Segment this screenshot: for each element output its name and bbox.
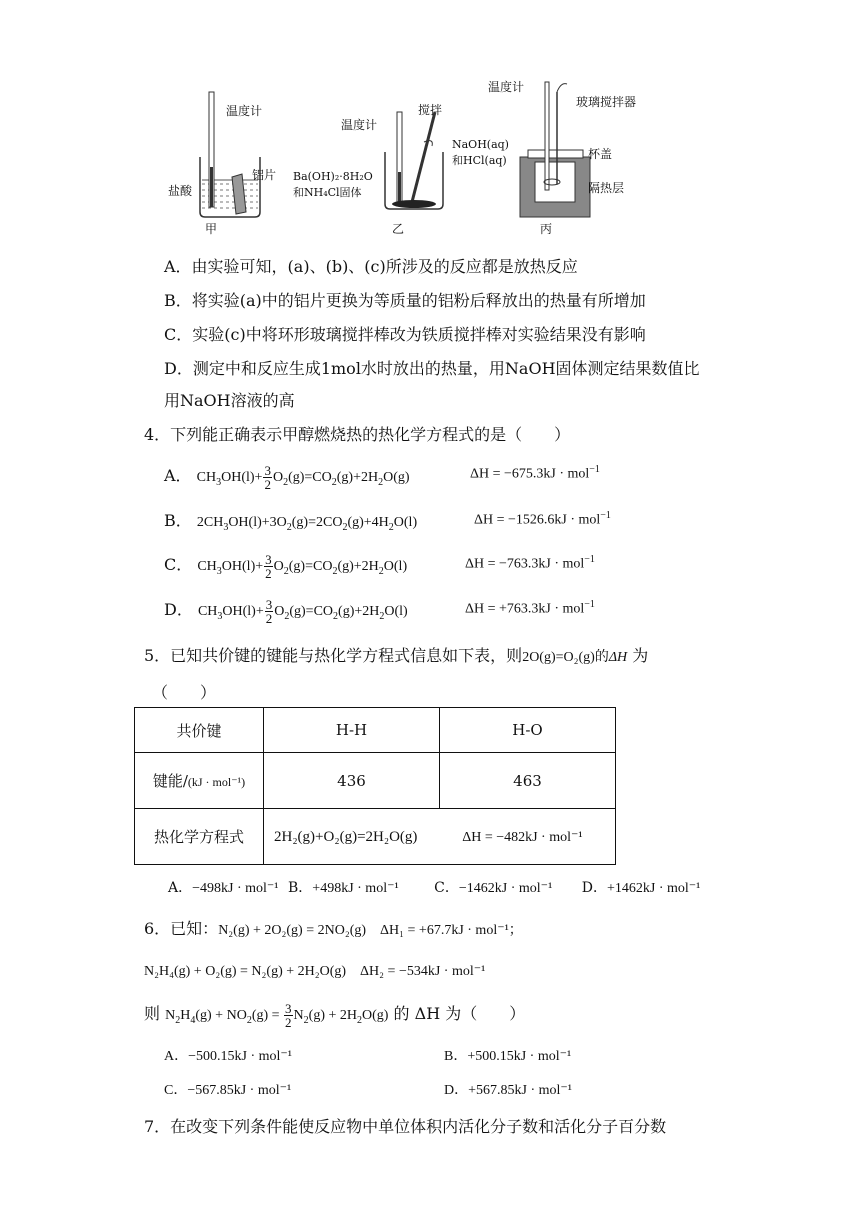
bing-hcl-label: 和HCl(aq) bbox=[452, 154, 507, 167]
bing-lid-label: 杯盖 bbox=[588, 147, 613, 161]
q6-option-a: A．−500.15kJ · mol⁻¹ bbox=[164, 1049, 292, 1064]
q4-option-b bbox=[164, 508, 417, 533]
q6-option-d: D．+567.85kJ · mol⁻¹ bbox=[444, 1083, 572, 1098]
q3-option-d-line2: 用NaOH溶液的高 bbox=[164, 391, 295, 410]
table-cell-hh-value: 436 bbox=[264, 753, 440, 809]
q4-c-dh: ΔH = −763.3kJ · mol$^{-1}$ bbox=[465, 554, 595, 572]
bing-insulation-label: 隔热层 bbox=[588, 181, 625, 195]
table-cell-ho-value: 463 bbox=[440, 753, 616, 809]
bing-naoh-label: NaOH(aq) bbox=[452, 138, 509, 151]
q4-a-equation: $CH_3OH(l)+$ $\frac{3}{2}$ $O_2(g)=CO_2(g)+2H_2O(g)$ bbox=[196, 463, 410, 493]
jia-al-label: 铝片 bbox=[252, 168, 277, 182]
table-header-ho: H-O bbox=[440, 708, 616, 753]
q6-equation-2: N₂H₄(g) + O₂(g) = N₂(g) + 2H₂O(g) ΔH₂ = −534kJ · mol⁻¹ bbox=[144, 964, 486, 979]
jia-thermometer-label: 温度计 bbox=[226, 104, 263, 118]
q6-stem-text: 6．已知： bbox=[144, 919, 219, 938]
q5-stem-text: 5．已知共价键的键能与热化学方程式信息如下表，则 bbox=[144, 646, 523, 665]
yi-solid-label-2: 和NH₄Cl固体 bbox=[293, 186, 362, 199]
q3-option-d-line1: D．测定中和反应生成1mol水时放出的热量，用NaOH固体测定结果数值比 bbox=[164, 359, 700, 378]
table-row-equation-label: 热化学方程式 bbox=[135, 809, 264, 865]
q6-option-b: B．+500.15kJ · mol⁻¹ bbox=[444, 1049, 572, 1064]
q4-b-dh: ΔH = −1526.6kJ · mol$^{-1}$ bbox=[474, 510, 611, 528]
bond-energy-table bbox=[134, 707, 616, 865]
q6-tail: 的 ΔH 为（ ） bbox=[393, 1004, 526, 1023]
q4-c-equation: $CH_3OH(l)+$ $\frac{3}{2}$ $O_2(g)=CO_2(g)+2H_2O(l)$ bbox=[197, 552, 408, 582]
q5-stem: 5．已知共价键的键能与热化学方程式信息如下表，则2O(g)=O₂(g)的ΔH 为 bbox=[144, 646, 649, 665]
q7-stem: 7．在改变下列条件能使反应物中单位体积内活化分子数和活化分子百分数 bbox=[144, 1117, 667, 1136]
q5-paren: （ ） bbox=[152, 683, 217, 702]
yi-caption: 乙 bbox=[392, 222, 405, 236]
q3-option-a: A．由实验可知，(a)、(b)、(c)所涉及的反应都是放热反应 bbox=[164, 257, 578, 276]
q4-c-label: C． bbox=[164, 555, 193, 574]
q3-option-c: C．实验(c)中将环形玻璃搅拌棒改为铁质搅拌棒对实验结果没有影响 bbox=[164, 325, 646, 344]
q6-then: 则 bbox=[144, 1004, 161, 1023]
q6-target bbox=[144, 1001, 525, 1029]
q4-option-a bbox=[164, 463, 410, 491]
table-cell-equation: 2H₂(g)+O₂(g)=2H₂O(g) ΔH = −482kJ · mol⁻¹ bbox=[264, 809, 616, 865]
q4-option-d bbox=[164, 597, 408, 625]
table-row-energy-label: 键能/(kJ · mol⁻¹) bbox=[135, 753, 264, 809]
q6-target-equation: $N_2H_4(g) + NO_2(g)$ = $\frac{3}{2}$ $N_2(g) + 2H_2O(g)$ bbox=[165, 1001, 389, 1031]
beaker-yi bbox=[385, 112, 443, 209]
q5-stem-equation: 2O(g)=O₂(g)的 bbox=[522, 650, 609, 665]
yi-thermometer-label: 温度计 bbox=[341, 118, 378, 132]
q6-option-c: C．−567.85kJ · mol⁻¹ bbox=[164, 1083, 292, 1098]
q4-d-label: D． bbox=[164, 600, 193, 619]
q5-options: A．−498kJ · mol⁻¹ B．+498kJ · mol⁻¹ C．−1462kJ · mol⁻¹ D．+1462kJ · mol⁻¹ bbox=[168, 880, 701, 896]
q4-stem: 4．下列能正确表示甲醇燃烧热的热化学方程式的是（ ） bbox=[144, 425, 571, 444]
bing-stirrer-label: 玻璃搅拌器 bbox=[576, 95, 637, 109]
table-header-bond: 共价键 bbox=[135, 708, 264, 753]
yi-solid-label-1: Ba(OH)₂·8H₂O bbox=[293, 170, 373, 183]
q4-option-c bbox=[164, 552, 407, 580]
q5-stem-tail: 为 bbox=[632, 646, 649, 665]
q4-a-dh: ΔH = −675.3kJ · mol$^{-1}$ bbox=[470, 464, 600, 482]
bing-thermometer-label: 温度计 bbox=[488, 80, 525, 94]
q4-a-label: A． bbox=[164, 466, 192, 485]
yi-stir-label: 搅拌 bbox=[418, 103, 443, 117]
bing-caption: 丙 bbox=[540, 222, 553, 236]
q4-d-equation: $CH_3OH(l)+$ $\frac{3}{2}$ $O_2(g)=CO_2(g)+2H_2O(l)$ bbox=[197, 597, 408, 627]
jia-caption: 甲 bbox=[205, 222, 218, 236]
q3-option-b: B．将实验(a)中的铝片更换为等质量的铝粉后释放出的热量有所增加 bbox=[164, 291, 646, 310]
table-header-hh: H-H bbox=[264, 708, 440, 753]
q6-equation-1: N₂(g) + 2O₂(g) = 2NO₂(g) ΔH₁ = +67.7kJ · mol⁻¹； bbox=[218, 923, 523, 938]
q4-b-label: B． bbox=[164, 511, 192, 530]
q6-stem bbox=[144, 916, 523, 939]
q4-d-dh: ΔH = +763.3kJ · mol$^{-1}$ bbox=[465, 599, 595, 617]
q4-b-equation: $2CH_3OH(l)+3O_2(g)=2CO_2(g)+4H_2O(l)$ bbox=[196, 515, 418, 533]
jia-hcl-label: 盐酸 bbox=[168, 184, 193, 198]
